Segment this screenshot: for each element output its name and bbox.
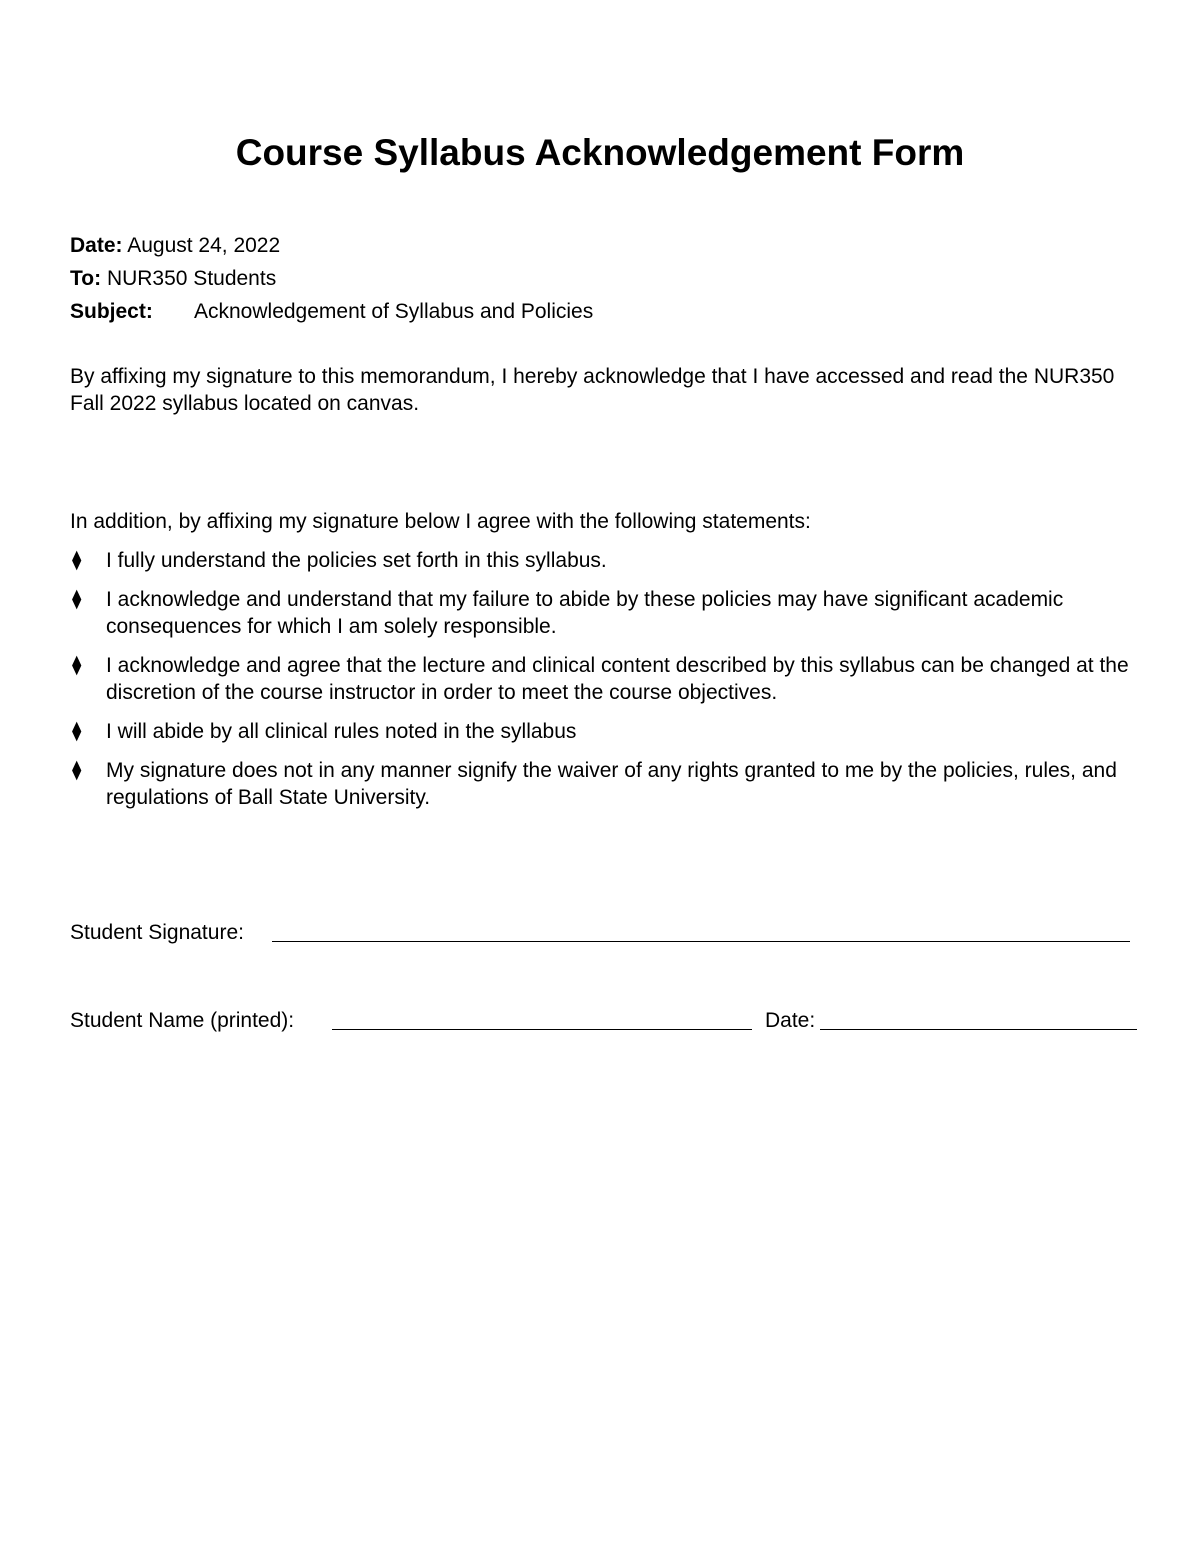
- statement-text: I fully understand the policies set forth in this syllabus.: [106, 549, 607, 572]
- statement-text: I acknowledge and agree that the lecture and clinical content described by this syllabus can be changed at the discretion of the course instructor in order to meet the course objectives.: [106, 654, 1129, 704]
- memo-to-line: [70, 266, 276, 292]
- diamond-bullet-icon: ⧫: [72, 655, 82, 676]
- statement-item: [70, 757, 1130, 811]
- diamond-bullet-icon: ⧫: [72, 589, 82, 610]
- signature-date-line[interactable]: [820, 1029, 1137, 1030]
- statement-text: I will abide by all clinical rules noted in the syllabus: [106, 720, 577, 743]
- student-signature-label: Student Signature:: [70, 921, 244, 944]
- diamond-bullet-icon: ⧫: [72, 550, 82, 571]
- statement-item: [70, 718, 1130, 745]
- diamond-bullet-icon: ⧫: [72, 760, 82, 781]
- statement-text: I acknowledge and understand that my failure to abide by these policies may have significant academic consequences for which I am solely responsible.: [106, 588, 1064, 638]
- agreement-intro-paragraph: In addition, by affixing my signature below I agree with the following statements:: [70, 510, 811, 533]
- statement-text: My signature does not in any manner signify the waiver of any rights granted to me by the policies, rules, and regulations of Ball State University.: [106, 759, 1117, 809]
- form-title: Course Syllabus Acknowledgement Form: [235, 132, 965, 173]
- memo-to-value: NUR350 Students: [106, 267, 277, 290]
- statement-list: [70, 547, 1130, 823]
- diamond-bullet-icon: ⧫: [72, 721, 82, 742]
- memo-subject-value: Acknowledgement of Syllabus and Policies: [194, 300, 594, 323]
- memo-subject-label: Subject:: [70, 300, 153, 323]
- memo-date-label: Date:: [70, 234, 123, 257]
- student-signature-line[interactable]: [272, 941, 1130, 942]
- statement-item: [70, 586, 1130, 640]
- statement-item: [70, 547, 1130, 574]
- student-name-label: Student Name (printed):: [70, 1009, 295, 1032]
- statement-item: [70, 652, 1130, 706]
- acknowledgement-paragraph: By affixing my signature to this memorandum, I hereby acknowledge that I have accessed and read the NUR350 Fall 2022 syllabus located on canvas.: [70, 365, 1115, 415]
- student-name-line[interactable]: [332, 1029, 752, 1030]
- memo-date-value: August 24, 2022: [127, 234, 281, 257]
- memo-to-label: To:: [70, 267, 102, 290]
- signature-date-label: Date:: [765, 1009, 816, 1032]
- memo-subject-line: [70, 299, 594, 325]
- memo-date-line: [70, 233, 280, 259]
